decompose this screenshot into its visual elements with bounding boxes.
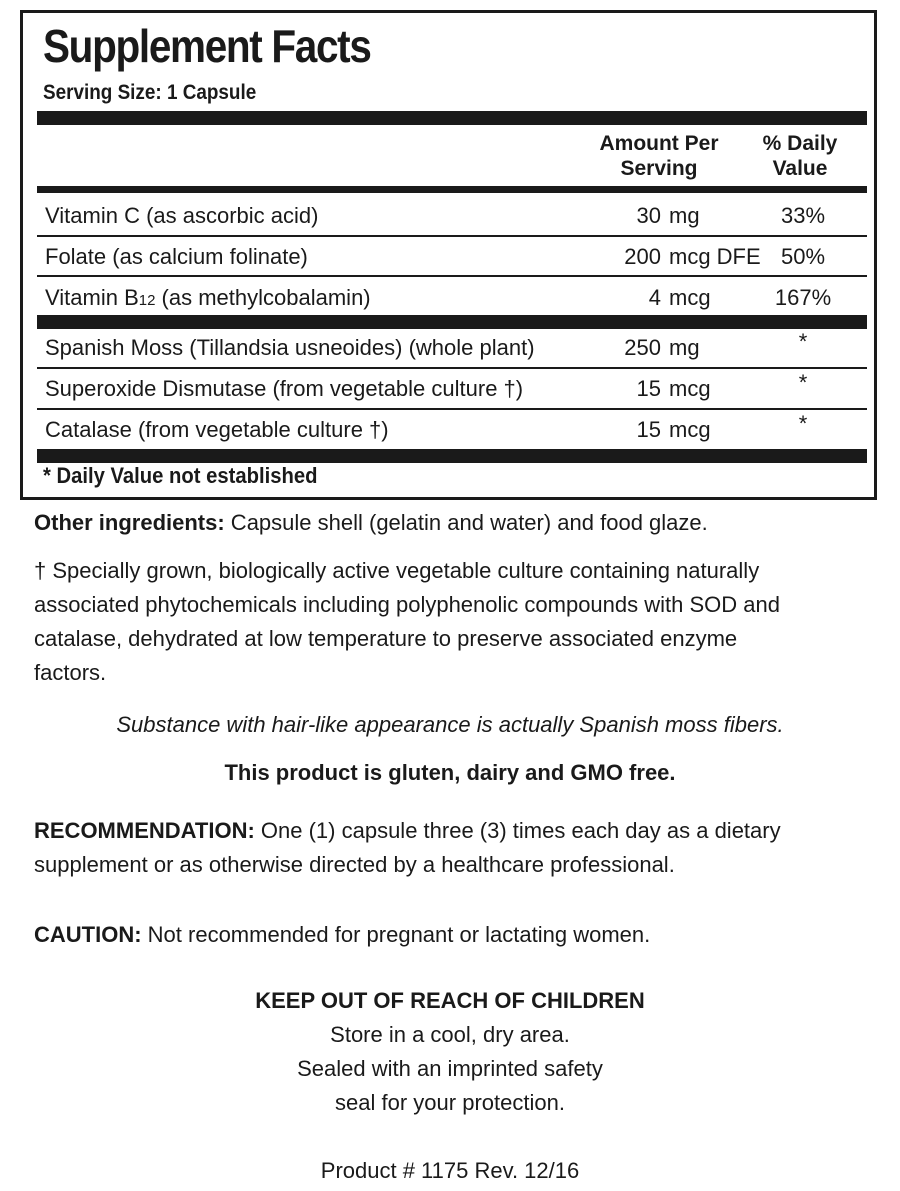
nutrient-name: Vitamin C (as ascorbic acid) xyxy=(45,203,319,228)
thick-divider xyxy=(37,449,867,463)
caution: CAUTION: Not recommended for pregnant or lactating women. xyxy=(34,922,651,947)
amount-qty: 200 xyxy=(624,244,661,269)
daily-value: * xyxy=(798,411,808,436)
amount-qty: 15 xyxy=(636,417,661,442)
table-row xyxy=(23,195,874,235)
daily-value: * xyxy=(798,329,808,354)
table-row xyxy=(23,277,874,317)
amount-qty: 30 xyxy=(636,203,661,228)
amount-unit: mg xyxy=(669,335,700,360)
daily-value-header: % Daily Value xyxy=(762,132,838,180)
amount-qty: 4 xyxy=(648,285,661,310)
daily-value: * xyxy=(798,370,808,395)
header-divider xyxy=(37,186,867,193)
daily-value: 33% xyxy=(780,203,826,228)
nutrient-name: Folate (as calcium folinate) xyxy=(45,244,308,269)
panel-title: Supplement Facts xyxy=(43,20,371,72)
amount-unit: mcg xyxy=(669,376,711,401)
keep-out-heading: KEEP OUT OF REACH OF CHILDREN xyxy=(255,988,645,1013)
nutrient-name: Superoxide Dismutase (from vegetable culture †) xyxy=(45,376,524,401)
amount-qty: 250 xyxy=(624,335,661,360)
amount-per-serving-header: Amount Per Serving xyxy=(599,132,719,180)
other-ingredients xyxy=(34,506,708,540)
free-statement: This product is gluten, dairy and GMO free. xyxy=(224,760,676,785)
amount-unit: mcg DFE xyxy=(669,244,761,269)
amount-qty: 15 xyxy=(636,376,661,401)
supplement-facts-panel xyxy=(20,10,877,500)
other-ingredients-label: Other ingredients: xyxy=(34,510,225,535)
amount-unit: mg xyxy=(669,203,700,228)
other-ingredients-text: Capsule shell (gelatin and water) and food glaze. xyxy=(224,510,708,535)
dagger-note: † Specially grown, biologically active vegetable culture containing naturally associated phytochemicals including polyphenolic compounds with SOD and catalase, dehydrated at low temperature to preserve associated enzyme factors. xyxy=(34,558,780,685)
recommendation: RECOMMENDATION: One (1) capsule three (3) times each day as a dietary supplement or as otherwise directed by a healthcare professional. xyxy=(34,818,781,877)
daily-value: 50% xyxy=(780,244,826,269)
product-line: Product # 1175 Rev. 12/16 xyxy=(320,1158,580,1183)
table-row xyxy=(23,409,874,449)
amount-unit: mcg xyxy=(669,417,711,442)
table-row xyxy=(23,327,874,367)
amount-unit: mcg xyxy=(669,285,711,310)
nutrient-name: Vitamin B12 (as methylcobalamin) xyxy=(45,285,371,310)
daily-value-footnote: * Daily Value not established xyxy=(43,463,318,488)
serving-size: Serving Size: 1 Capsule xyxy=(43,81,257,104)
nutrient-name: Catalase (from vegetable culture †) xyxy=(45,417,389,442)
table-row xyxy=(23,236,874,276)
nutrient-name: Spanish Moss (Tillandsia usneoides) (whole plant) xyxy=(45,335,535,360)
caution-label: CAUTION: xyxy=(34,922,142,947)
storage-block: KEEP OUT OF REACH OF CHILDREN Store in a cool, dry area. Sealed with an imprinted safety seal for your protection. xyxy=(0,984,900,1120)
table-row xyxy=(23,368,874,408)
thick-divider xyxy=(37,111,867,125)
moss-note: Substance with hair-like appearance is actually Spanish moss fibers. xyxy=(116,712,784,737)
daily-value: 167% xyxy=(774,285,832,310)
recommendation-label: RECOMMENDATION: xyxy=(34,818,255,843)
